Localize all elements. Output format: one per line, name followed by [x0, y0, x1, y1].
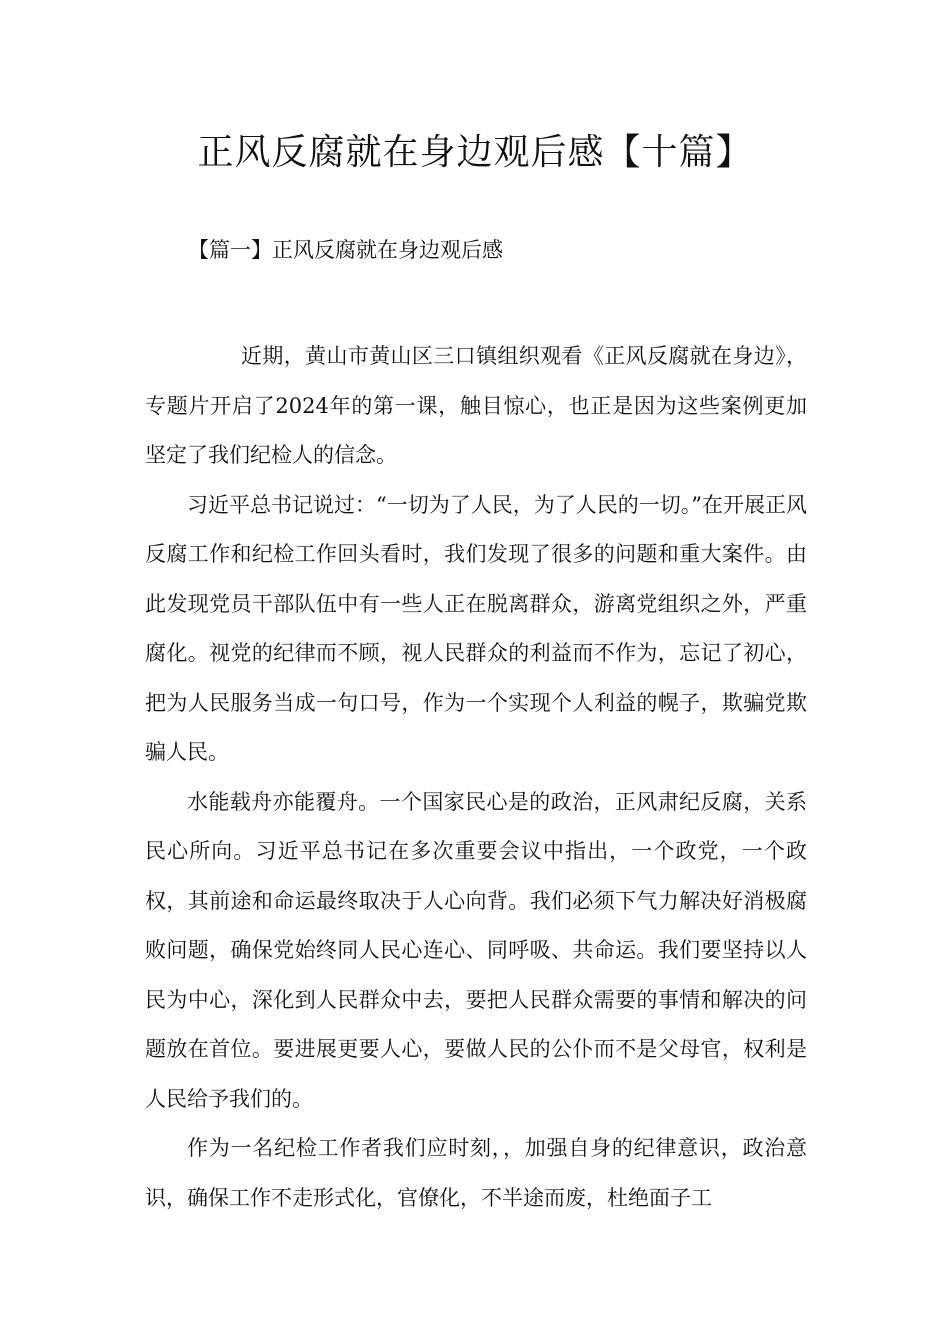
paragraph-4: 作为一名纪检工作者我们应时刻，，加强自身的纪律意识，政治意识，确保工作不走形式化，官僚化，不半途而废，杜绝面子工	[145, 1136, 807, 1210]
document-title: 正风反腐就在身边观后感【十篇】	[197, 132, 753, 173]
paragraph-3: 水能载舟亦能覆舟。一个国家民心是的政治，正风肃纪反腐，关系民心所向。习近平总书记在多次重要会议中指出，一个政党，一个政权，其前途和命运最终取决于人心向背。我们必须下气力解决好消极腐败问题，确保党始终同人民心连心、同呼吸、共命运。我们要坚持以人民为中心，深化到人民群众中去，要把人民群众需要的事情和解决的问题放在首位。要进展更要人心，要做人民的公仆而不是父母官，权利是人民给予我们的。	[145, 789, 807, 1111]
paragraph-1: 近期，黄山市黄山区三口镇组织观看《正风反腐就在身边》，专题片开启了2024年的第一课，触目惊心，也正是因为这些案例更加坚定了我们纪检人的信念。	[145, 344, 807, 467]
section-heading: 【篇一】正风反腐就在身边观后感	[188, 238, 503, 262]
paragraph-2: 习近平总书记说过：“一切为了人民，为了人民的一切。”在开展正风反腐工作和纪检工作回头看时，我们发现了很多的问题和重大案件。由此发现党员干部队伍中有一些人正在脱离群众，游离党组织之外，严重腐化。视党的纪律而不顾，视人民群众的利益而不作为，忘记了初心，把为人民服务当成一句口号，作为一个实现个人利益的幌子，欺骗党欺骗人民。	[145, 492, 807, 764]
document-body	[145, 332, 807, 1223]
